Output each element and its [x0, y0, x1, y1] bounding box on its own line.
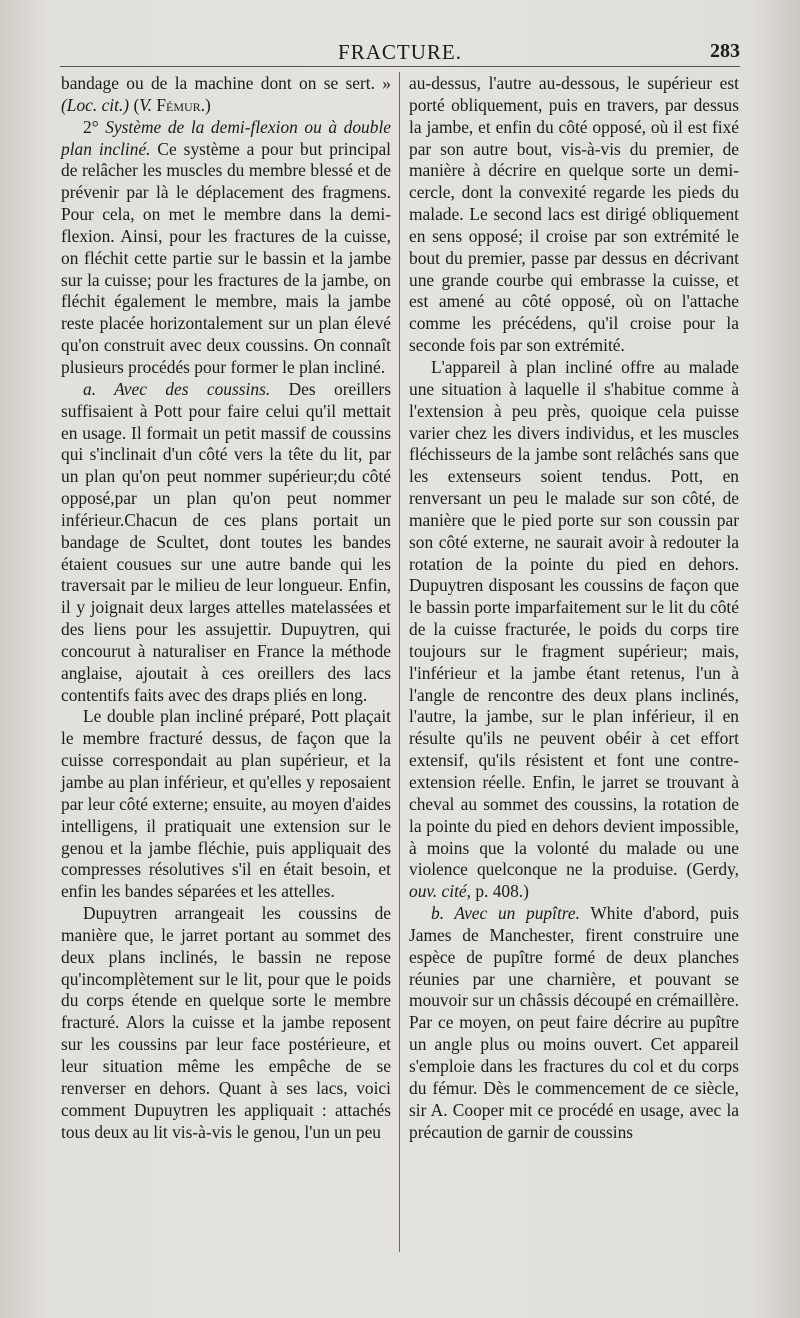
paragraph-text: Ce système a pour but principal de relâcher les muscles du membre blessé et de prévenir par là le déplacement des fragmens. Pour cela, on met le membre dans la demi-flexion. Ainsi, pour les fractures de la cuisse, on fléchit cette partie sur le bassin et la jambe sur la cuisse; pour les fractures de la jambe, on fléchit également le membre, mais la jambe reste placée horizontalement sur un plan élevé qu'on construit avec deux coussins. On connaît plusieurs procédés pour former le plan incliné.	[61, 138, 392, 377]
see-reference: V.	[139, 94, 152, 115]
paragraph	[409, 903, 739, 1143]
citation-text: .)	[200, 94, 211, 115]
paragraph-text: White d'abord, puis James de Manchester, firent construire une espèce de pupître formé de deux planches réunies par une charnière, et pouvant se mouvoir sur un châssis découpé en crémaillère. Par ce moyen, on peut faire décrire au pupître un angle plus ou moins ouvert. Cet appareil s'emploie dans les fractures du col et du corps du fémur. Dès le commencement de ce siècle, sir A. Cooper mit ce procédé en usage, avec la précaution de garnir de coussins	[409, 903, 739, 1142]
column-divider	[399, 72, 400, 1252]
section-heading: Système de la demi-flexion ou à double plan incliné.	[61, 116, 392, 159]
paragraph	[61, 117, 391, 379]
citation: ouv. cité	[409, 881, 467, 902]
subsection-heading: b. Avec un pupître.	[431, 903, 580, 924]
paragraph: Dupuytren arrangeait les coussins de manière que, le jarret portant au sommet des deux plans inclinés, le bassin ne repose qu'incomplètement sur le lit, pour que le poids du corps étende en quelque sorte le membre fracturé. Alors la cuisse et la jambe reposent sur les coussins par leur face postérieure, et leur situation même les empêche de se renverser en dehors. Quant à ses lacs, voici comment Dupuytren les appliquait : attachés tous deux au lit vis-à-vis le genou, l'un un peu	[61, 903, 391, 1142]
paragraph-text: Des oreillers suffisaient à Pott pour faire celui qu'il mettait en usage. Il formait un petit massif de coussins qui s'inclinait d'un côté vers la tête du lit, par un plan qu'on peut nommer supérieur;du côté opposé,par un plan qu'on peut nommer inférieur.Chacun de ces plans portait un bandage de Scultet, dont toutes les bandes étaient cousues sur une autre bande qui les traversait par le milieu de leur longueur. Enfin, il y joignait deux larges attelles matelassées et des liens pour les assujettir. Dupuytren, qui concourut à naturaliser en France la méthode anglaise, ajoutait à ces oreillers des lacs contentifs faits avec des draps pliés en long.	[61, 378, 391, 705]
right-column	[409, 73, 739, 1143]
citation-text: (	[129, 94, 140, 115]
subsection-heading: a. Avec des coussins.	[83, 378, 271, 399]
paragraph: Le double plan incliné préparé, Pott plaçait le membre fracturé dessus, de façon que la cuisse correspondait au plan supérieur, et la jambe au plan inférieur, et qu'elles y reposaient par leur côté externe; ensuite, au moyen d'aides intelligens, il pratiquait une extension sur le genou et la jambe fléchie, puis appliquait des compresses résolutives s'il en était besoin, et enfin les bandes séparées et les attelles.	[61, 706, 391, 902]
running-title: FRACTURE.	[338, 40, 462, 64]
paragraph-text: L'appareil à plan incliné offre au malade une situation à laquelle il s'habitue comme à l'extension à peu près, quoique cela puisse varier chez les divers individus, et les muscles fléchisseurs de la jambe sont relâchés sans que les extenseurs soient tendus. Pott, en renversant un peu le malade sur son côté, de manière que le pied porte sur son coussin par son côté externe, ne saurait avoir à redouter la rotation de la pointe du pied en dehors. Dupuytren disposant les coussins de façon que le bassin porte imparfaitement sur le lit du côté de la cuisse fracturée, le poids du corps tire toujours sur le fragment supérieur; mais, l'inférieur et la jambe étant retenus, l'un à l'angle de rencontre des deux plans inclinés, l'autre, la jambe, sur le plan inférieur, il en résulte qu'ils ne peuvent obéir à cet effort extensif, qu'ils résistent et font une contre-extension réelle. Enfin, le jarret se trouvant à cheval au sommet des coussins, la rotation de la pointe du pied en dehors devient impossible, à moins que la volonté du malade ou une violence quelconque ne la produise. (Gerdy,	[409, 356, 739, 880]
cross-reference: Fémur	[156, 94, 201, 115]
left-column	[61, 73, 391, 1143]
paragraph	[409, 357, 739, 903]
paragraph: au-dessus, l'autre au-dessous, le supérieur est porté obliquement, puis en travers, par dessus la jambe, et enfin du côté opposé, où il est fixé par son autre bout, vis-à-vis du premier, de manière à décrire en quelque sorte un demi-cercle, dont la convexité regarde les pieds du malade. Le second lacs est dirigé obliquement en sens opposé; il croise par son extrémité le bout du premier, passe par dessus en décrivant une grande courbe qui embrasse la cuisse, et est amené au côté opposé, où on l'attache comme les précédens, qu'il croise pour la seconde fois par son extrémité.	[409, 73, 739, 356]
section-number: 2°	[83, 116, 106, 137]
citation-text: , p. 408.)	[466, 881, 529, 902]
paragraph	[61, 73, 391, 117]
paragraph-text: bandage ou de la machine dont on se sert. »	[61, 73, 391, 93]
header-rule	[60, 66, 740, 67]
page-number: 283	[710, 40, 740, 62]
citation: (Loc. cit.)	[61, 94, 130, 115]
paragraph	[61, 379, 391, 707]
